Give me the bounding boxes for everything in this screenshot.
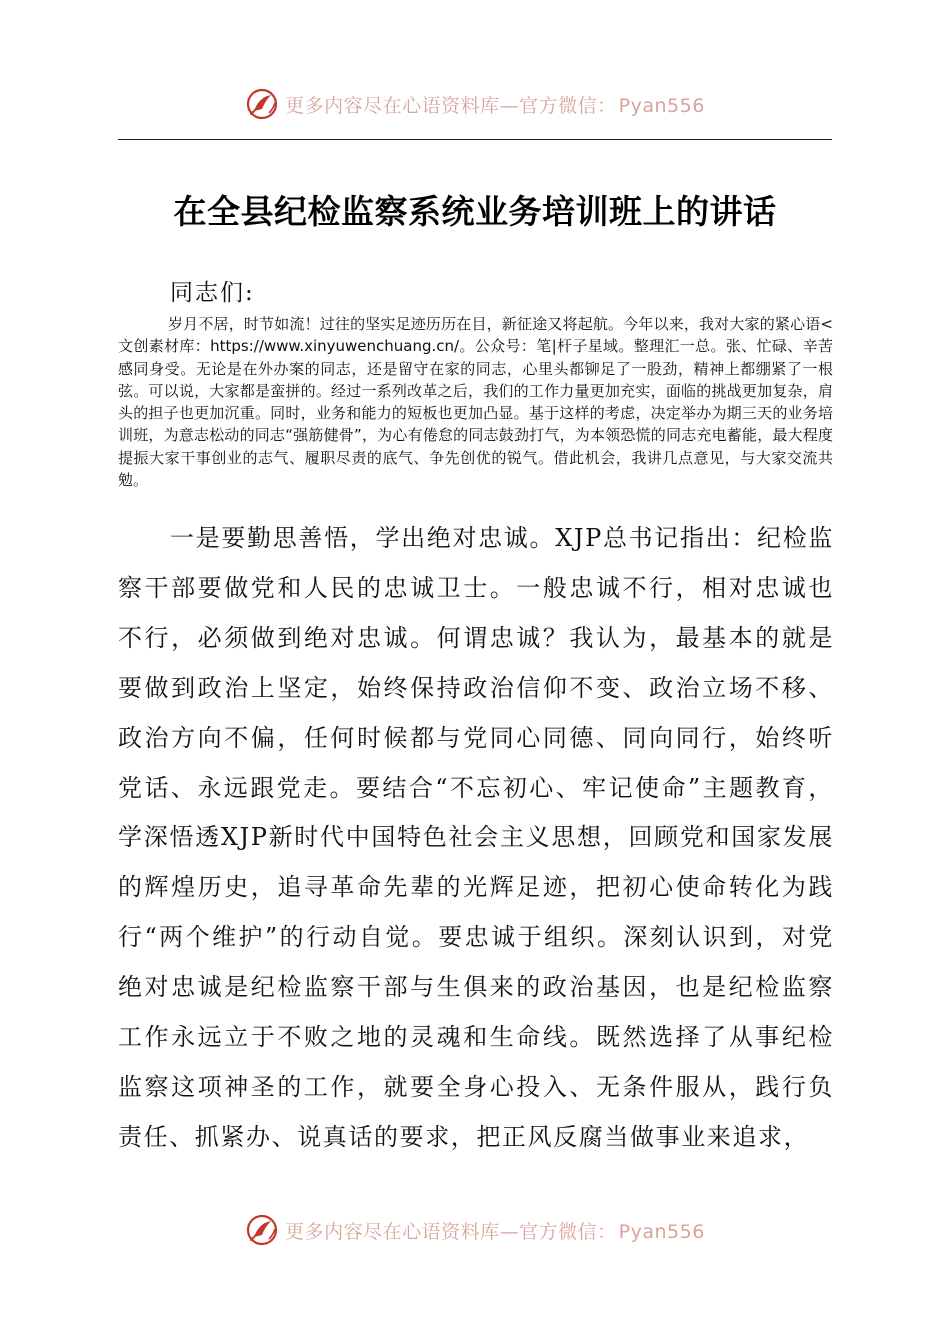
header-wechat-handle: Pyan556 xyxy=(618,94,705,117)
footer-banner-label: 更多内容尽在心语资料库—官方微信： xyxy=(285,1220,617,1243)
body-paragraph: 一是要勤思善悟，学出绝对忠诚。XJP总书记指出：纪检监察干部要做党和人民的忠诚卫士。一般忠诚不行，相对忠诚也不行，必须做到绝对忠诚。何谓忠诚？我认为，最基本的就是要做到政治上坚定，始终保持政治信仰不变、政治立场不移、政治方向不偏，任何时候都与党同心同德、同向同行，始终听党话、永远跟党走。要结合“不忘初心、牢记使命”主题教育，学深悟透XJP新时代中国特色社会主义思想，回顾党和国家发展的辉煌历史，追寻革命先辈的光辉足迹，把初心使命转化为践行“两个维护”的行动自觉。要忠诚于组织。深刻认识到，对党绝对忠诚是纪检监察干部与生俱来的政治基因，也是纪检监察工作永远立于不败之地的灵魂和生命线。既然选择了从事纪检监察这项神圣的工作，就要全身心投入、无条件服从，践行负责任、抓紧办、说真话的要求，把正风反腐当做事业来追求， xyxy=(118,524,834,1151)
pen-circle-logo-icon xyxy=(245,1213,279,1247)
header-banner-text xyxy=(285,91,705,118)
footer-banner-text xyxy=(285,1217,705,1244)
header-banner-label: 更多内容尽在心语资料库—官方微信： xyxy=(285,94,617,117)
pen-circle-logo-icon xyxy=(245,87,279,121)
header-banner xyxy=(0,82,950,126)
header-divider xyxy=(118,139,832,140)
salutation: 同志们: xyxy=(170,280,255,306)
footer-wechat-handle: Pyan556 xyxy=(618,1220,705,1243)
intro-paragraph: 岁月不居，时节如流！过往的坚实足迹历历在目，新征途又将起航。今年以来，我对大家的紧心语<文创素材库：https://www.xinyuwenchuang.cn/。公众号：笔|杆子星域。整理汇一总。张、忙碌、辛苦感同身受。无论是在外办案的同志，还是留守在家的同志，心里头都铆足了一股劲，精神上都绷紧了一根弦。可以说，大家都是蛮拼的。经过一系列改革之后，我们的工作力量更加充实，面临的挑战更加复杂，肩头的担子也更加沉重。同时，业务和能力的短板也更加凸显。基于这样的考虑，决定举办为期三天的业务培训班，为意志松动的同志“强筋健骨”，为心有倦怠的同志鼓劲打气，为本领恐慌的同志充电蓄能，最大程度提振大家干事创业的志气、履职尽责的底气、争先创优的锐气。借此机会，我讲几点意见，与大家交流共勉。 xyxy=(118,315,833,490)
footer-banner xyxy=(0,1208,950,1252)
document-title: 在全县纪检监察系统业务培训班上的讲话 xyxy=(173,192,777,231)
